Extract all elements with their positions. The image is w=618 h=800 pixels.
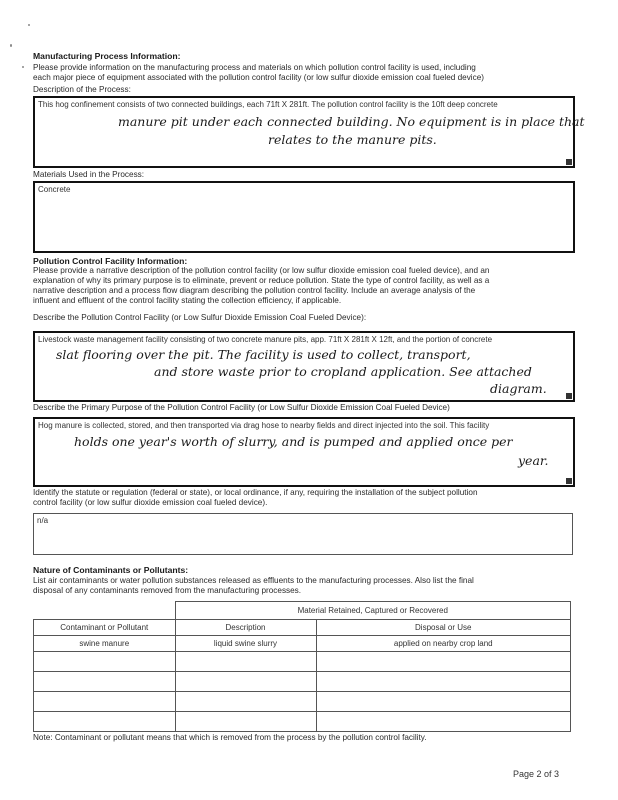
describe-facility-handwriting-3: diagram. [490, 381, 547, 396]
materials-field[interactable] [33, 181, 575, 253]
describe-facility-handwriting-2: and store waste prior to cropland application. See attached [154, 364, 532, 379]
scan-speck [22, 66, 24, 68]
describe-facility-label: Describe the Pollution Control Facility (or Low Sulfur Dioxide Emission Coal Fueled Device): [33, 313, 367, 322]
materials-value: Concrete [38, 185, 71, 194]
materials-label: Materials Used in the Process: [33, 170, 145, 179]
resize-handle-icon[interactable] [566, 159, 572, 165]
disposal-cell[interactable] [316, 692, 571, 712]
col-disposal-header: Disposal or Use [316, 620, 571, 636]
primary-purpose-label: Describe the Primary Purpose of the Pollution Control Facility (or Low Sulfur Dioxide Emission Coal Fueled Device) [33, 403, 450, 412]
contaminant-note: Note: Contaminant or pollutant means that which is removed from the process by the pollution control facility. [33, 733, 427, 742]
contaminants-instructions: List air contaminants or water pollution substances released as effluents to the manufacturing processes. Also list the final disposal of any contaminants removed from the manufacturing processes. [33, 576, 474, 595]
describe-facility-typed: Livestock waste management facility consisting of two concrete manure pits, app. 71ft X 281ft X 12ft, and the portion of concrete [38, 335, 493, 344]
pollution-control-instructions: Please provide a narrative description of the pollution control facility (or low sulfur dioxide emission coal fueled device), and an explanation of why its primary purpose is to eliminate, prevent or reduce pollution. State the type of control facility, as well as a narrative description and a process flow diagram describing the pollution control facility. Include an average analysis of the influent and effluent of the control facility stating the collection efficiency, if applicable. [33, 266, 490, 305]
manufacturing-instructions: Please provide information on the manufacturing process and materials on which pollution control facility is used, including each major piece of equipment associated with the pollution control facility (or low sulfur dioxide emission coal fueled device) [33, 63, 485, 82]
resize-handle-icon[interactable] [566, 393, 572, 399]
statute-field[interactable] [33, 513, 573, 555]
primary-purpose-field[interactable] [33, 417, 575, 487]
table-row [34, 672, 571, 692]
col-description-header: Description [175, 620, 316, 636]
disposal-cell[interactable]: applied on nearby crop land [316, 636, 571, 652]
scan-speck [10, 44, 12, 47]
table-row [34, 652, 571, 672]
scan-speck [28, 24, 30, 26]
disposal-cell[interactable] [316, 652, 571, 672]
primary-purpose-handwriting-1: holds one year's worth of slurry, and is pumped and applied once per [74, 434, 513, 449]
description-cell[interactable] [175, 692, 316, 712]
contaminant-cell[interactable] [34, 712, 176, 732]
contaminant-cell[interactable] [34, 692, 176, 712]
resize-handle-icon[interactable] [566, 478, 572, 484]
primary-purpose-handwriting-2: year. [518, 453, 549, 468]
material-retained-header: Material Retained, Captured or Recovered [175, 602, 571, 620]
contaminants-table [33, 601, 571, 732]
statute-label: Identify the statute or regulation (federal or state), or local ordinance, if any, requiring the installation of the subject pollution control facility (or low sulfur dioxide emission coal fueled device). [33, 488, 478, 507]
contaminant-cell[interactable]: swine manure [34, 636, 176, 652]
table-row [34, 712, 571, 732]
process-description-label: Description of the Process: [33, 85, 131, 94]
page-number: Page 2 of 3 [513, 769, 560, 779]
disposal-cell[interactable] [316, 672, 571, 692]
process-description-handwriting-2: relates to the manure pits. [268, 132, 437, 147]
manufacturing-process-heading: Manufacturing Process Information: [33, 51, 181, 61]
contaminant-cell[interactable] [34, 672, 176, 692]
statute-value: n/a [37, 516, 49, 525]
description-cell[interactable] [175, 672, 316, 692]
col-contaminant-header: Contaminant or Pollutant [34, 620, 176, 636]
describe-facility-handwriting-1: slat flooring over the pit. The facility is used to collect, transport, [56, 347, 471, 362]
description-cell[interactable]: liquid swine slurry [175, 636, 316, 652]
contaminant-cell[interactable] [34, 652, 176, 672]
table-row [34, 636, 571, 652]
process-description-typed: This hog confinement consists of two connected buildings, each 71ft X 281ft. The pollution control facility is the 10ft deep concrete [38, 100, 498, 109]
process-description-handwriting-1: manure pit under each connected building. No equipment is in place that [118, 114, 585, 129]
description-cell[interactable] [175, 652, 316, 672]
contaminants-heading: Nature of Contaminants or Pollutants: [33, 565, 189, 575]
description-cell[interactable] [175, 712, 316, 732]
pollution-control-heading: Pollution Control Facility Information: [33, 256, 188, 266]
table-row [34, 692, 571, 712]
disposal-cell[interactable] [316, 712, 571, 732]
primary-purpose-typed: Hog manure is collected, stored, and then transported via drag hose to nearby fields and direct injected into the soil. This facility [38, 421, 490, 430]
